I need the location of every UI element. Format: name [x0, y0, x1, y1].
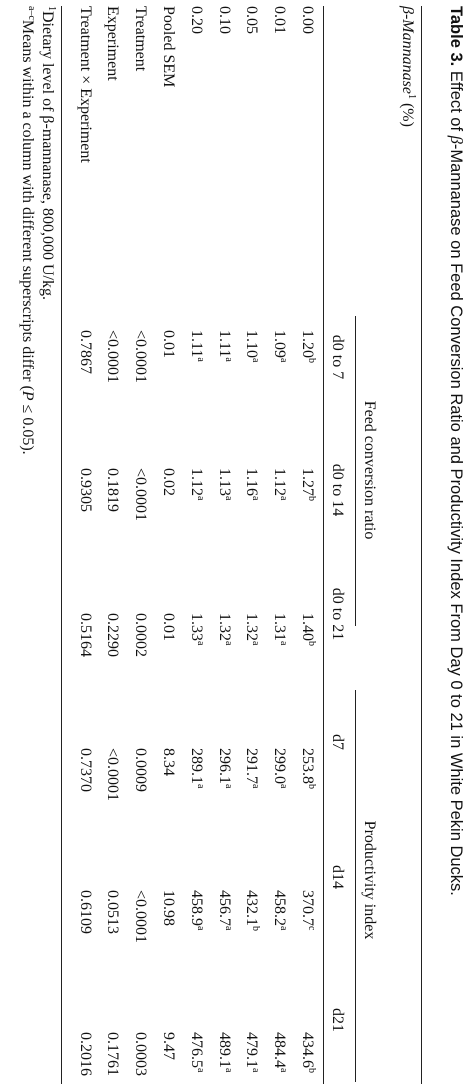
- table-caption: [446, 6, 466, 1082]
- cell-value: 456.7: [215, 890, 233, 926]
- cell-superscript: a: [222, 641, 234, 646]
- cell-superscript: a: [250, 784, 262, 789]
- table-cell: [187, 890, 205, 930]
- cell-value: 291.7: [243, 748, 261, 784]
- table-cell: [242, 330, 260, 362]
- cell-value: 479.1: [243, 1032, 261, 1068]
- cell-value: 1.16: [243, 468, 261, 496]
- cell-value: <0.0001: [104, 330, 122, 384]
- cell-value: 253.8: [299, 748, 316, 784]
- table-cell: [187, 748, 205, 788]
- cell-value: 1.40: [299, 613, 316, 641]
- cell-value: 296.1: [215, 748, 233, 784]
- table-cell: [270, 330, 288, 362]
- column-header-5: d14: [329, 865, 346, 889]
- cell-value: 8.34: [160, 748, 177, 776]
- row-label: 0.01: [271, 6, 289, 34]
- group-rule-productivity-index: [355, 690, 356, 1082]
- cell-superscript: a: [194, 1068, 206, 1073]
- cell-superscript: a: [222, 357, 234, 362]
- cell-value: 0.6109: [76, 890, 94, 934]
- footnote-1-marker: 1: [46, 6, 57, 11]
- cell-value: 489.1: [215, 1032, 233, 1068]
- table-cell: [103, 468, 121, 512]
- table-cell: [131, 1032, 149, 1076]
- table-cell: [242, 613, 260, 645]
- row-label: 0.05: [243, 6, 261, 34]
- cell-value: 0.7867: [76, 330, 94, 374]
- table-cell: [103, 748, 121, 801]
- table-cell: [215, 748, 233, 788]
- table-cell: [215, 613, 233, 645]
- table-cell: [187, 468, 205, 500]
- cell-value: 0.0002: [132, 613, 150, 657]
- cell-value: 0.02: [160, 468, 177, 496]
- row-label: 0.20: [187, 6, 205, 34]
- cell-superscript: a: [278, 926, 290, 931]
- column-header-1: d0 to 7: [329, 334, 346, 380]
- cell-superscript: b: [306, 1068, 317, 1073]
- cell-superscript: a: [250, 496, 262, 501]
- footnote-2-end: ≤ 0.05).: [19, 400, 36, 455]
- cell-superscript: a: [278, 784, 290, 789]
- cell-superscript: a: [278, 358, 290, 363]
- cell-superscript: a: [250, 358, 262, 363]
- cell-value: 434.6: [299, 1032, 316, 1068]
- table-cell: [76, 748, 94, 792]
- table-cell: [131, 330, 149, 383]
- table-cell: [76, 890, 94, 934]
- cell-value: 476.5: [187, 1032, 205, 1068]
- cell-value: 1.11: [187, 330, 205, 358]
- cell-value: 0.0003: [132, 1032, 150, 1076]
- cell-superscript: c: [306, 926, 317, 931]
- caption-text-before: Effect of: [447, 70, 465, 132]
- cell-superscript: a: [222, 784, 234, 789]
- top-rule: [421, 6, 422, 1084]
- footnote-1: [38, 6, 56, 300]
- table-cell: [76, 468, 94, 512]
- table-cell: [242, 1032, 260, 1072]
- table-cell: [159, 613, 177, 641]
- column-header-2: d0 to 14: [329, 463, 346, 517]
- row-label: 0.00: [299, 6, 316, 34]
- cell-value: <0.0001: [104, 748, 122, 802]
- cell-value: 0.01: [160, 330, 177, 358]
- cell-superscript: a: [222, 496, 234, 501]
- cell-value: 1.11: [215, 330, 233, 358]
- cell-superscript: a: [278, 1068, 290, 1073]
- cell-value: 0.0009: [132, 748, 150, 792]
- cell-value: 1.12: [271, 468, 289, 496]
- table-cell: [159, 1032, 177, 1060]
- footnote-2-marker: a–c: [26, 6, 37, 20]
- cell-value: 1.27: [299, 468, 316, 496]
- cell-superscript: b: [250, 926, 262, 931]
- caption-beta: β: [447, 135, 466, 144]
- cell-value: 1.32: [243, 613, 261, 641]
- cell-superscript: b: [306, 358, 317, 363]
- cell-value: 289.1: [187, 748, 205, 784]
- row-label: Experiment: [104, 6, 122, 81]
- table-cell: [103, 330, 121, 383]
- cell-value: 0.5164: [76, 613, 94, 657]
- header-bottom-rule: [323, 6, 324, 1084]
- table-cell: [159, 890, 177, 926]
- column-header-3: d0 to 21: [329, 587, 346, 641]
- cell-superscript: b: [306, 784, 317, 789]
- cell-superscript: a: [250, 641, 262, 646]
- cell-superscript: a: [250, 1068, 262, 1073]
- cell-value: <0.0001: [132, 890, 150, 944]
- table-cell: [187, 1032, 205, 1072]
- cell-value: 0.01: [160, 613, 177, 641]
- table-cell: [131, 748, 149, 792]
- table-cell: [103, 1032, 121, 1076]
- cell-value: 1.33: [187, 613, 205, 641]
- table-cell: [215, 1032, 233, 1072]
- table-cell: [215, 468, 233, 500]
- cell-superscript: a: [222, 1068, 234, 1073]
- table-cell: [187, 330, 205, 362]
- table-cell: [242, 890, 260, 931]
- caption-label: Table 3.: [447, 6, 465, 67]
- table-cell: [215, 330, 233, 362]
- cell-value: 10.98: [160, 890, 177, 926]
- cell-superscript: a: [194, 784, 206, 789]
- table-cell: [215, 890, 233, 930]
- table-cell: [131, 890, 149, 943]
- table-cell: [159, 330, 177, 358]
- cell-value: 1.09: [271, 330, 289, 358]
- group-header-feed-conversion: Feed conversion ratio: [361, 400, 378, 540]
- table-cell: [270, 748, 288, 788]
- footnote-2-italic: P: [19, 390, 36, 401]
- table-cell: [242, 468, 260, 500]
- cell-value: <0.0001: [132, 330, 150, 384]
- cell-value: <0.0001: [132, 468, 150, 522]
- table-cell: [159, 748, 177, 776]
- footnote-2: [18, 6, 36, 455]
- table-cell: [270, 468, 288, 500]
- cell-superscript: a: [194, 641, 206, 646]
- table-cell: [298, 890, 316, 930]
- cell-value: 1.31: [271, 613, 289, 641]
- cell-superscript: a: [194, 926, 206, 931]
- table-cell: [131, 613, 149, 657]
- table-cell: [76, 1032, 94, 1076]
- bottom-rule: [61, 6, 62, 1084]
- cell-value: 0.2016: [76, 1032, 94, 1076]
- row-label-header: [398, 6, 416, 127]
- row-label-header-unit: (%): [399, 102, 416, 127]
- row-label: Treatment × Experiment: [76, 6, 94, 163]
- row-label: Pooled SEM: [160, 6, 177, 88]
- cell-value: 0.7370: [76, 748, 94, 792]
- cell-value: 0.0513: [104, 890, 122, 934]
- cell-superscript: a: [222, 926, 234, 931]
- cell-superscript: a: [194, 496, 206, 501]
- row-label: 0.10: [215, 6, 233, 34]
- cell-value: 458.2: [271, 890, 289, 926]
- table-cell: [298, 468, 316, 501]
- table-cell: [298, 613, 316, 646]
- cell-value: 1.10: [243, 330, 261, 358]
- table-cell: [298, 748, 316, 789]
- cell-value: 432.1: [243, 890, 261, 926]
- group-rule-feed-conversion: [355, 316, 356, 626]
- cell-value: 9.47: [160, 1032, 177, 1060]
- table-cell: [76, 330, 94, 374]
- cell-value: 1.13: [215, 468, 233, 496]
- table-cell: [76, 613, 94, 657]
- caption-text-after: -Mannanase on Feed Conversion Ratio and Productivity Index From Day 0 to 21 in White Pekin Ducks.: [447, 143, 465, 896]
- table-cell: [242, 748, 260, 788]
- footnote-1-text: Dietary level of β-mannanase, 800,000 U/kg.: [39, 11, 56, 300]
- table-cell: [270, 613, 288, 645]
- cell-value: 1.12: [187, 468, 205, 496]
- row-label-header-text: β-Mannanase: [399, 6, 416, 94]
- row-label: Treatment: [132, 6, 150, 72]
- table-cell: [103, 613, 121, 657]
- cell-superscript: b: [306, 496, 317, 501]
- cell-superscript: b: [306, 641, 317, 646]
- footnote-2-text: Means within a column with different superscripts differ (: [19, 19, 36, 391]
- table-cell: [298, 330, 316, 363]
- cell-value: 1.32: [215, 613, 233, 641]
- cell-value: 458.9: [187, 890, 205, 926]
- cell-value: 1.20: [299, 330, 316, 358]
- table-cell: [187, 613, 205, 645]
- cell-superscript: a: [278, 496, 290, 501]
- cell-value: 0.2290: [104, 613, 122, 657]
- cell-value: 370.7: [299, 890, 316, 926]
- table-cell: [159, 468, 177, 496]
- table-cell: [270, 1032, 288, 1072]
- cell-value: 0.1819: [104, 468, 122, 512]
- cell-value: 0.1761: [104, 1032, 122, 1076]
- column-header-4: d7: [329, 734, 346, 750]
- row-label-header-sup: 1: [406, 93, 417, 99]
- table-cell: [103, 890, 121, 934]
- column-header-6: d21: [329, 1008, 346, 1032]
- cell-superscript: a: [278, 641, 290, 646]
- table-cell: [270, 890, 288, 930]
- cell-value: 299.0: [271, 748, 289, 784]
- table-cell: [131, 468, 149, 521]
- table-cell: [298, 1032, 316, 1073]
- group-header-productivity-index: Productivity index: [361, 820, 378, 940]
- cell-superscript: a: [194, 357, 206, 362]
- cell-value: 484.4: [271, 1032, 289, 1068]
- cell-value: 0.9305: [76, 468, 94, 512]
